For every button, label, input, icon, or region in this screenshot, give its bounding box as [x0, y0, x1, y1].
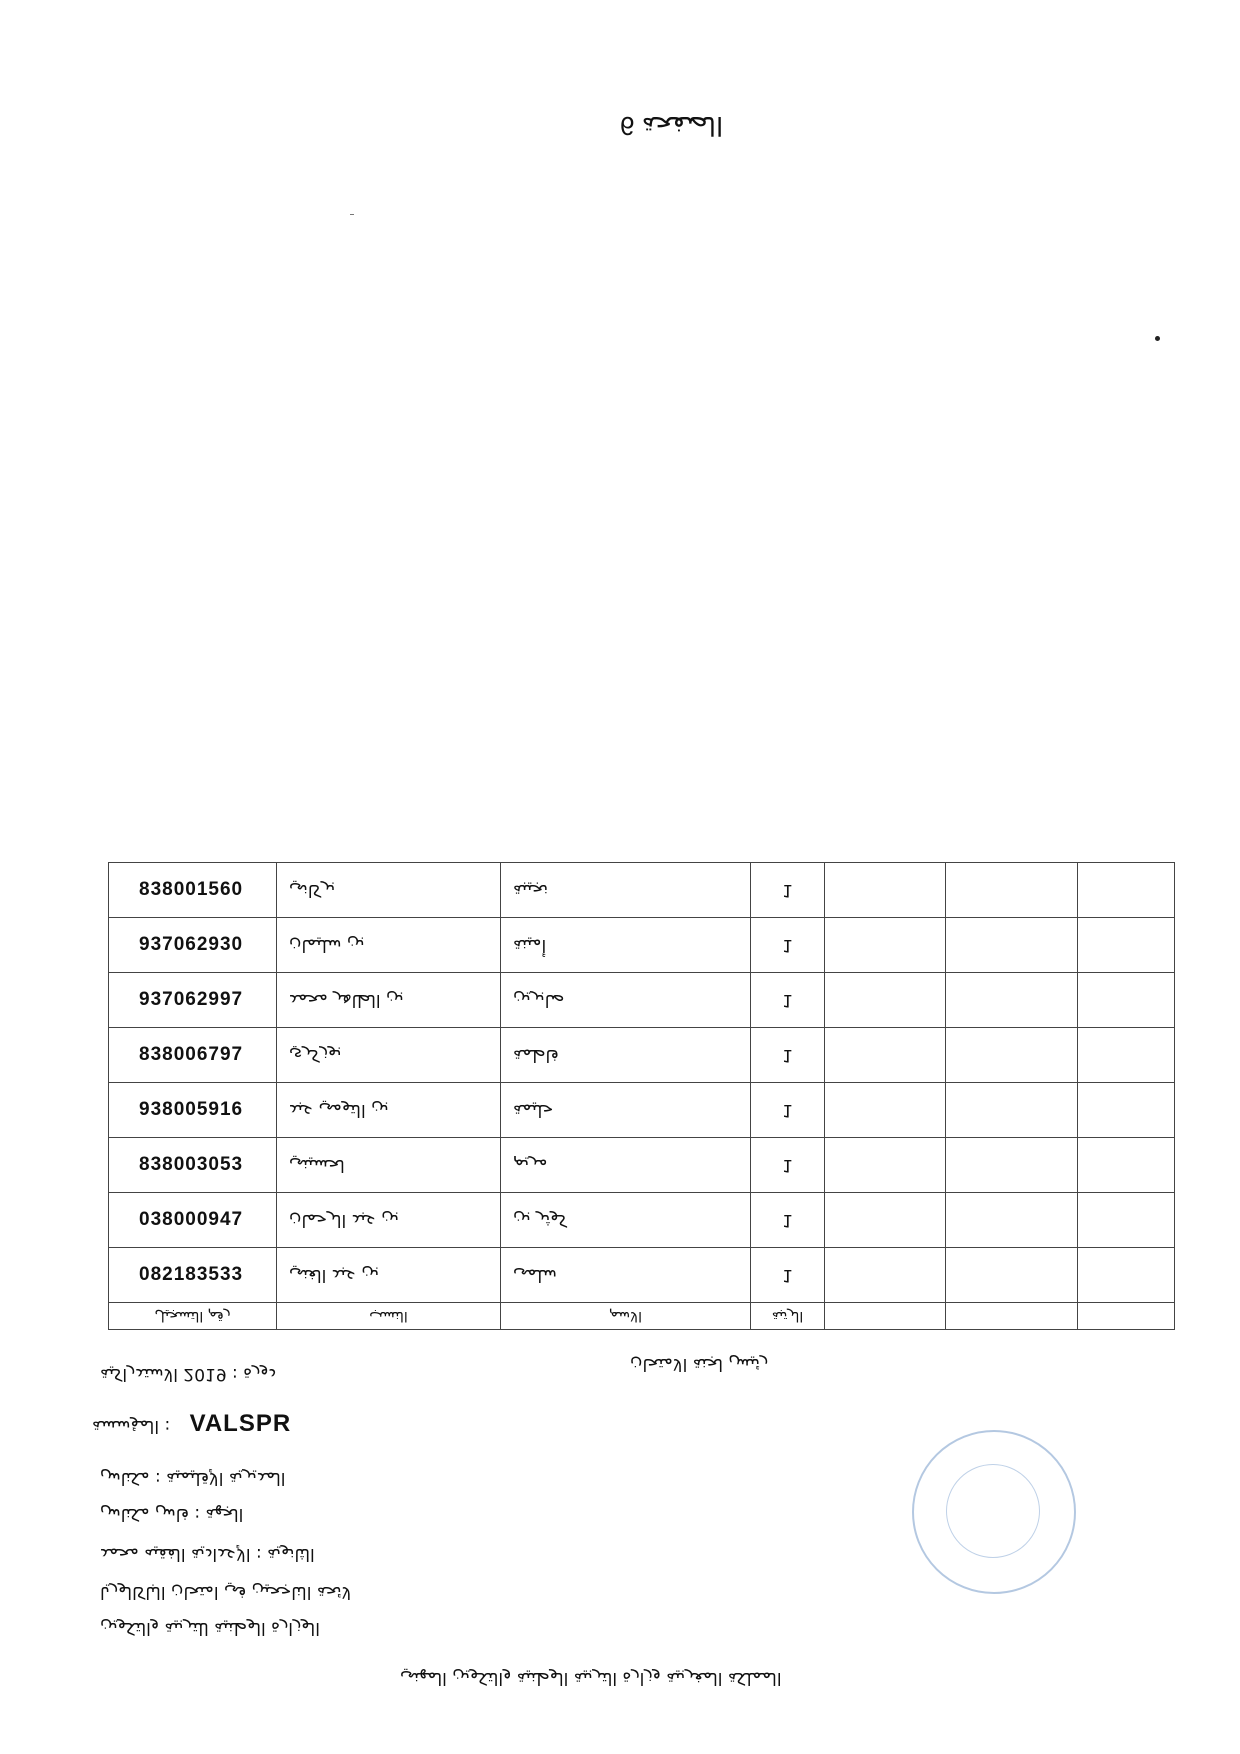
- name-cell: حليمة: [501, 1083, 751, 1138]
- header-line-5: الوزارة الوطنية للتربية والتكوين: [100, 1618, 320, 1638]
- table-row: [109, 918, 1175, 973]
- empty-cell: [946, 863, 1078, 918]
- registration-number: 838006797: [109, 1028, 277, 1083]
- rank-cell: 1: [751, 1248, 825, 1303]
- empty-cell: [825, 863, 946, 918]
- rank-cell: 1: [751, 973, 825, 1028]
- rank-cell: 1: [751, 863, 825, 918]
- empty-cell: [946, 918, 1078, 973]
- rank-cell: 1: [751, 1083, 825, 1138]
- surname-cell: بركاني: [277, 863, 501, 918]
- rank-cell: 1: [751, 918, 825, 973]
- surname-cell: بن عبد الغني: [277, 1248, 501, 1303]
- page-number-text: 6 الصفحة: [620, 111, 724, 141]
- empty-cell: [946, 1083, 1078, 1138]
- header-line-3: الثانوية : الإعدادية الفقيه محمد: [100, 1544, 315, 1564]
- column-header: الاسم: [501, 1303, 751, 1330]
- registration-number: 838001560: [109, 863, 277, 918]
- table-row: [109, 1028, 1175, 1083]
- registration-number: 038000947: [109, 1193, 277, 1248]
- rank-cell: 1: [751, 1138, 825, 1193]
- empty-cell: [825, 918, 946, 973]
- registration-number: 937062930: [109, 918, 277, 973]
- empty-cell: [1078, 863, 1175, 918]
- name-cell: أمينة: [501, 918, 751, 973]
- official-stamp: [912, 1430, 1076, 1594]
- empty-cell: [1078, 1193, 1175, 1248]
- empty-cell: [825, 1028, 946, 1083]
- empty-cell: [1078, 1028, 1175, 1083]
- header-line-2: الجهة : فاس مكناس: [100, 1504, 244, 1524]
- institution-code: VALSPR: [189, 1410, 292, 1437]
- table-row: [109, 1083, 1175, 1138]
- name-cell: مريم: [501, 1138, 751, 1193]
- empty-cell: [1078, 1248, 1175, 1303]
- column-header: رقم التسجيل: [109, 1303, 277, 1330]
- table-row: [109, 863, 1175, 918]
- column-header: [825, 1303, 946, 1330]
- surname-cell: بوزكري: [277, 1028, 501, 1083]
- rank-cell: 1: [751, 1193, 825, 1248]
- institution-line: المؤسسة : VALSPR: [92, 1410, 292, 1437]
- empty-cell: [825, 1248, 946, 1303]
- empty-cell: [946, 1248, 1078, 1303]
- registration-number: 937062997: [109, 973, 277, 1028]
- column-header: الرتبة: [751, 1303, 825, 1330]
- header-line-4: لائحة الناجحين في امتحان الباكالوريا: [100, 1582, 352, 1602]
- signature-label: رئيس لجنة الامتحان: [630, 1354, 769, 1374]
- name-cell: سلمى: [501, 1248, 751, 1303]
- table-row: [109, 1248, 1175, 1303]
- stray-mark: [350, 214, 354, 215]
- empty-cell: [825, 1083, 946, 1138]
- name-cell: فاطمة: [501, 1028, 751, 1083]
- empty-cell: [1078, 1138, 1175, 1193]
- column-header: [1078, 1303, 1175, 1330]
- surname-cell: بن التومي عبد: [277, 1083, 501, 1138]
- name-cell: صابرين: [501, 973, 751, 1028]
- registration-number: 082183533: [109, 1248, 277, 1303]
- empty-cell: [946, 1028, 1078, 1083]
- surname-cell: لحسيني: [277, 1138, 501, 1193]
- exam-session: دورة : 2019 الاستدراكية: [100, 1364, 277, 1384]
- document-title: المملكة المغربية وزارة التربية الوطنية والتكوين المهني: [400, 1668, 782, 1688]
- page-number: [620, 110, 723, 141]
- registration-number: 938005916: [109, 1083, 277, 1138]
- empty-cell: [825, 1138, 946, 1193]
- empty-cell: [825, 973, 946, 1028]
- empty-cell: [1078, 918, 1175, 973]
- empty-cell: [1078, 1083, 1175, 1138]
- empty-cell: [825, 1193, 946, 1248]
- table-row: [109, 973, 1175, 1028]
- empty-cell: [946, 973, 1078, 1028]
- empty-cell: [946, 1138, 1078, 1193]
- registration-number: 838003053: [109, 1138, 277, 1193]
- empty-cell: [946, 1193, 1078, 1248]
- table-row: [109, 1193, 1175, 1248]
- name-cell: نجيبة: [501, 863, 751, 918]
- column-header: [946, 1303, 1078, 1330]
- rank-cell: 1: [751, 1028, 825, 1083]
- surname-cell: بن عبد الرحمان: [277, 1193, 501, 1248]
- header-line-1: المديرية الإقليمية : مكناس: [100, 1468, 286, 1488]
- stray-dot: [1155, 336, 1160, 341]
- table-header-row: [109, 1303, 1175, 1330]
- column-header: النسب: [277, 1303, 501, 1330]
- name-cell: كوثر بن: [501, 1193, 751, 1248]
- table-row: [109, 1138, 1175, 1193]
- surname-cell: بن الطاهر محمد: [277, 973, 501, 1028]
- surname-cell: بن سليمان: [277, 918, 501, 973]
- empty-cell: [1078, 973, 1175, 1028]
- results-table: [108, 862, 1175, 1330]
